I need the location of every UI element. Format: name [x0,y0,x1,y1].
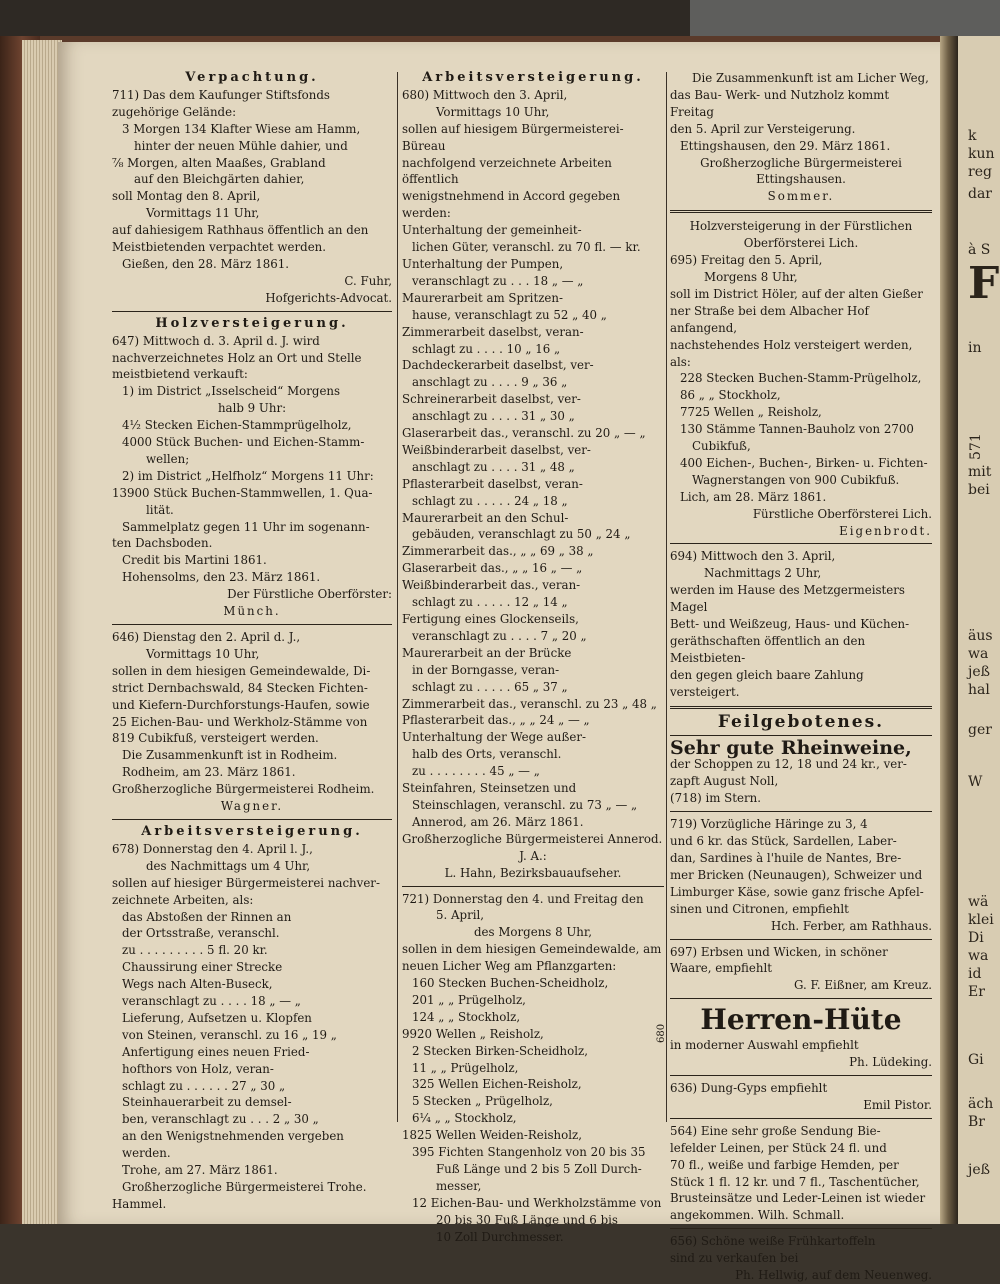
notice-line: sollen auf hiesigem Bürgermeisterei-Büreau [402,121,624,153]
notice-721-wood [402,891,664,1246]
adjacent-text: k [968,128,977,144]
notice-line: 1825 Wellen Weiden-Reisholz, [402,1128,582,1143]
notice-line: soll Montag den 8. April, [112,189,261,204]
column-3 [656,70,932,1284]
notice-line: ⅞ Morgen, alten Maaßes, Grabland [112,155,326,170]
notice-line: ner Straße bei dem Albacher Hof anfangend, [670,303,869,335]
adjacent-text: id [968,966,982,982]
notice-line: Vormittags 11 Uhr, [146,206,260,221]
notice-line: den 5. April zur Versteigerung. [670,121,856,136]
notice-line: das Bau- Werk- und Nutzholz kommt Freitag [670,87,890,119]
notice-line: wenigstnehmend in Accord gegeben werden: [402,189,621,221]
notice-line: Trohe, am 27. März 1861. [122,1163,278,1178]
adjacent-text: W [968,774,983,790]
adjacent-text: wa [968,646,989,662]
notice-signature: Großherzogliche Bürgermeisterei Annerod. [402,831,663,846]
notice-line: Fertigung eines Glockenseils, [402,612,579,626]
notice-line: 6¼ „ „ Stockholz, [412,1111,517,1126]
adjacent-text: bei [968,482,990,498]
notice-line: ben, veranschlagt zu . . . 2 „ 30 „ [122,1112,319,1127]
adjacent-text: klei [968,912,994,928]
adjacent-text: Er [968,984,985,1000]
notice-line: Unterhaltung der Pumpen, [402,256,564,271]
adjacent-text: äch [968,1096,994,1112]
notice-line: 711) Das dem Kaufunger Stiftsfonds [112,87,330,102]
notice-line: veranschlagt zu . . . 18 „ — „ [412,273,584,288]
notice-line: 5 Stecken „ Prügelholz, [412,1094,553,1109]
notice-line: hofthors von Holz, veran- [122,1061,274,1076]
notice-line: Steinfahren, Steinsetzen und [402,781,577,796]
notice-line: Credit bis Martini 1861. [122,553,267,568]
section-rule [670,1118,932,1119]
notice-line: anschlagt zu . . . . 9 „ 36 „ [412,375,568,390]
notice-line: 678) Donnerstag den 4. April l. J., [112,841,313,856]
adjacent-text: reg [968,164,992,180]
notice-line: Lieferung, Aufsetzen u. Klopfen [122,1010,312,1025]
notice-line: 124 „ „ Stockholz, [412,1009,521,1024]
notice-line: Gießen, den 28. März 1861. [122,256,290,271]
ad-number: 680 [656,1024,667,1044]
notice-line: 3 Morgen 134 Klafter Wiese am Hamm, [122,121,361,136]
notice-line: 70 fl., weiße und farbige Hemden, per [670,1157,899,1172]
notice-line: in moderner Auswahl empfiehlt [670,1038,859,1053]
notice-line: 4½ Stecken Eichen-Stammprügelholz, [122,418,352,433]
notice-line: Wagnerstangen von 900 Cubikfuß. [692,472,900,487]
adjacent-text: Gi [968,1052,984,1068]
notice-line: dan, Sardines à l'huile de Nantes, Bre- [670,850,902,865]
notice-line: Wegs nach Alten-Buseck, [122,977,273,992]
notice-line: neuen Licher Weg am Pflanzgarten: [402,959,617,974]
notice-line: Waare, empfiehlt [670,961,772,976]
notice-heading: Holzversteigerung in der Fürstlichen [689,219,913,234]
notice-line: lefelder Leinen, per Stück 24 fl. und [670,1140,887,1155]
notice-line: schlagt zu . . . . . 65 „ 37 „ [412,679,568,694]
notice-line: Weißbinderarbeit daselbst, ver- [402,442,591,457]
column-2 [402,70,664,1246]
notice-line: auf dahiesigem Rathhaus öffentlich an den [112,223,369,238]
section-rule [670,706,932,709]
notice-line: werden im Hause des Metzgermeisters Magel [670,583,905,615]
notice-line: Glaserarbeit das., veranschl. zu 20 „ — „ [402,426,646,441]
notice-line: sollen in dem hiesigen Gemeindewalde, Di- [112,663,371,678]
notice-line: Dachdeckerarbeit daselbst, ver- [402,358,594,373]
notice-line: Anfertigung eines neuen Fried- [122,1044,310,1059]
adjacent-text: F [968,258,1000,309]
notice-line: angekommen. Wilh. Schmall. [670,1208,845,1223]
notice-signature: Wagner. [220,799,284,814]
notice-line: Sammelplatz gegen 11 Uhr im sogenann- [122,519,370,534]
notice-line: halb 9 Uhr: [217,401,287,416]
notice-line: Fuß Länge und 2 bis 5 Zoll Durch- [436,1162,642,1176]
adjacent-text: hal [968,682,990,698]
notice-line: in der Borngasse, veran- [412,662,560,677]
notice-line: ten Dachsboden. [112,536,213,551]
notice-line: Lich, am 28. März 1861. [680,489,827,504]
notice-line: 10 Zoll Durchmesser. [436,1229,564,1244]
column-rule [666,72,667,1122]
notice-line: Zimmerarbeit daselbst, veran- [402,324,584,339]
notice-line: 721) Donnerstag den 4. und Freitag den [402,891,644,906]
notice-line: anschlagt zu . . . . 31 „ 48 „ [412,459,575,474]
section-heading: Feilgebotenes. [717,711,885,732]
notice-680-works-auction [402,70,664,882]
notice-646 [112,629,392,815]
section-rule [670,210,932,213]
notice-line: zu . . . . . . . . . 5 fl. 20 kr. [122,943,268,958]
notice-line: sollen auf hiesiger Bürgermeisterei nachver- [112,875,380,890]
notice-line: von Steinen, veranschl. zu 16 „ 19 „ [122,1027,337,1042]
notice-line: soll im District Höler, auf der alten Gießer [670,286,923,301]
notice-line: Brusteinsätze und Leder-Leinen ist wieder [670,1191,926,1206]
notice-line: 697) Erbsen und Wicken, in schöner [670,944,888,959]
notice-line: 680) Mittwoch den 3. April, [402,87,568,102]
notice-line: 5. April, [436,908,485,923]
notice-line: 1) im District „Isselscheid“ Morgens [122,384,341,399]
notice-line: strict Dernbachswald, 84 Stecken Fichten- [112,680,368,695]
notice-line: Bett- und Weißzeug, Haus- und Küchen- [670,617,910,632]
notice-line: 719) Vorzügliche Häringe zu 3, 4 [670,817,868,832]
notice-line: halb des Orts, veranschl. [412,747,562,762]
notice-line: 160 Stecken Buchen-Scheidholz, [412,976,609,991]
adjacent-text: Br [968,1114,985,1130]
notice-line: 694) Mittwoch den 3. April, [670,549,836,564]
notice-line: Hammel. [112,1196,167,1211]
notice-heading: Oberförsterei Lich. [743,236,859,251]
notice-line: Steinhauerarbeit zu demsel- [122,1095,292,1110]
notice-line: Limburger Käse, sowie ganz frische Apfel- [670,884,924,899]
ad-headline: Herren-Hüte [700,1003,902,1037]
adjacent-page-fragment [958,36,1000,1224]
notice-line: (718) im Stern. [670,791,761,806]
adjacent-text: kun [968,146,995,162]
notice-signature: Hofgerichts-Advocat. [265,290,392,305]
notice-line: hause, veranschlagt zu 52 „ 40 „ [412,307,607,322]
notice-line: 7725 Wellen „ Reisholz, [680,405,822,420]
notice-line: sollen in dem hiesigen Gemeindewalde, am [402,942,662,957]
notice-line: 201 „ „ Prügelholz, [412,992,526,1007]
notice-line: anschlagt zu . . . . 31 „ 30 „ [412,409,575,424]
notice-line: 695) Freitag den 5. April, [670,253,823,268]
notice-line: wellen; [146,451,190,466]
adjacent-text: in [968,340,982,356]
notice-line: Annerod, am 26. März 1861. [412,814,584,829]
notice-line: Großherzogliche Bürgermeisterei Trohe. [122,1180,367,1194]
section-rule [112,624,392,625]
notice-line: Pflasterarbeit daselbst, veran- [402,476,583,491]
adjacent-text: 571 [968,433,984,460]
adjacent-text: Di [968,930,984,946]
notice-line: geräthschaften öffentlich an den Meistbieten- [670,634,866,665]
notice-line: 20 bis 30 Fuß Länge und 6 bis [436,1212,618,1227]
notice-line: der Ortsstraße, veranschl. [122,926,280,941]
notice-line: 2 Stecken Birken-Scheidholz, [412,1043,588,1058]
notice-line: lichen Güter, veranschl. zu 70 fl. — kr. [412,240,641,255]
notice-line: Schreinerarbeit daselbst, ver- [402,392,581,407]
section-rule [670,1228,932,1229]
notice-line: Nachmittags 2 Uhr, [704,566,822,581]
notice-line: 130 Stämme Tannen-Bauholz von 2700 [680,422,914,437]
section-rule [112,311,392,312]
notice-line: 9920 Wellen „ Reisholz, [402,1026,544,1041]
notice-signature: Fürstliche Oberförsterei Lich. [752,506,932,521]
ad-headline: Sehr gute Rheinweine, [670,736,912,759]
adjacent-text: ger [968,722,992,738]
adjacent-text: jeß [968,664,990,680]
notice-line: 647) Mittwoch d. 3. April d. J. wird [112,333,320,348]
notice-line: Zimmerarbeit das., „ „ 69 „ 38 „ [402,544,594,559]
notice-line: an den Wenigstnehmenden vergeben werden. [122,1129,344,1161]
notice-line: 12 Eichen-Bau- und Werkholzstämme von [412,1195,662,1210]
notice-line: der Schoppen zu 12, 18 und 24 kr., ver- [670,757,907,772]
adjacent-text: dar [968,186,993,202]
column-1 [112,70,392,1213]
notice-line: hinter der neuen Mühle dahier, und [134,138,348,153]
notice-line: auf den Bleichgärten dahier, [134,172,305,187]
notice-signature: Hch. Ferber, am Rathhaus. [770,918,932,933]
notice-signature: Münch. [223,604,281,619]
notice-signature: Großherzogliche Bürgermeisterei Rodheim. [112,782,375,797]
notice-647-wood-auction [112,316,392,620]
adjacent-text: jeß [968,1162,990,1178]
notice-line: und 6 kr. das Stück, Sardellen, Laber- [670,834,897,849]
notice-line: Hohensolms, den 23. März 1861. [122,570,321,585]
notice-line: das Abstoßen der Rinnen an [122,909,292,924]
notice-line: Die Zusammenkunft ist am Licher Weg, [692,71,929,85]
book-gutter [940,36,958,1224]
notice-line: nachfolgend verzeichnete Arbeiten öffentlich [402,155,612,187]
notice-line: 564) Eine sehr große Sendung Bie- [670,1123,881,1138]
notice-line: 819 Cubikfuß, versteigert werden. [112,731,319,746]
notice-line: Unterhaltung der gemeinheit- [402,223,582,238]
notice-line: 2) im District „Helfholz“ Morgens 11 Uhr: [122,468,374,483]
notice-695-wood-lich [670,218,932,539]
notice-line: 228 Stecken Buchen-Stamm-Prügelholz, [680,371,922,386]
notice-line: Unterhaltung der Wege außer- [402,730,587,745]
notice-line: Glaserarbeit das., „ „ 16 „ — „ [402,561,583,576]
notice-line: meistbietend verkauft: [112,367,248,382]
notice-line: zeichnete Arbeiten, als: [112,892,254,907]
notice-signature: Der Fürstliche Oberförster: [227,587,392,602]
notice-line: 646) Dienstag den 2. April d. J., [112,630,301,644]
notice-line: Zimmerarbeit das., veranschl. zu 23 „ 48 „ [402,696,657,711]
notice-heading: Verpachtung. [185,70,319,85]
notice-line: 395 Fichten Stangenholz von 20 bis 35 [412,1145,646,1160]
section-for-sale [656,711,932,1284]
notice-signature: Großherzogliche Bürgermeisterei [700,155,902,170]
adjacent-text: à S [968,242,991,258]
notice-line: Meistbietenden verpachtet werden. [112,240,327,255]
notice-line: 25 Eichen-Bau- und Werkholz-Stämme von [112,714,368,729]
section-rule [670,811,932,812]
notice-line: zu . . . . . . . . 45 „ — „ [412,764,540,779]
notice-line: des Morgens 8 Uhr, [474,925,592,940]
notice-line: Pflasterarbeit das., „ „ 24 „ — „ [402,713,590,728]
notice-line: Maurerarbeit am Spritzen- [402,290,563,305]
section-rule [670,543,932,544]
notice-line: sind zu verkaufen bei [670,1251,799,1266]
book-cover-top [0,0,1000,36]
notice-line: 13900 Stück Buchen-Stammwellen, 1. Qua- [112,485,373,500]
cover-corner [690,0,1000,36]
notice-signature: C. Fuhr, [344,273,392,288]
notice-line: Maurerarbeit an der Brücke [402,645,572,660]
notice-line: veranschlagt zu . . . . 18 „ — „ [122,994,301,1009]
notice-line: des Nachmittags um 4 Uhr, [146,858,311,873]
notice-signature: J. A.: [519,848,547,863]
notice-signature: Emil Pistor. [863,1097,932,1112]
notice-line: 4000 Stück Buchen- und Eichen-Stamm- [122,435,365,450]
notice-line: Maurerarbeit an den Schul- [402,510,569,525]
notice-line: 325 Wellen Eichen-Reisholz, [412,1077,582,1092]
notice-694-household [670,548,932,700]
section-rule [402,886,664,887]
notice-line: schlagt zu . . . . . 24 „ 18 „ [412,493,568,508]
notice-line: Ettingshausen, den 29. März 1861. [680,138,891,153]
notice-line: 636) Dung-Gyps empfiehlt [670,1081,828,1096]
adjacent-text: äus [968,628,993,644]
notice-711-lease [112,70,392,307]
notice-line: 11 „ „ Prügelholz, [412,1060,519,1075]
notice-line: Vormittags 10 Uhr, [436,104,550,119]
notice-line: Stück 1 fl. 12 kr. und 7 fl., Taschentücher, [670,1174,920,1189]
notice-line: 86 „ „ Stockholz, [680,388,781,403]
section-rule [670,939,932,940]
notice-line: schlagt zu . . . . . 12 „ 14 „ [412,595,568,610]
notice-line: Vormittags 10 Uhr, [146,646,260,661]
notice-line: und Kiefern-Durchforstungs-Haufen, sowie [112,697,370,712]
notice-signature: Ph. Hellwig, auf dem Neuenweg. [735,1268,932,1283]
notice-line: Steinschlagen, veranschl. zu 73 „ — „ [412,797,638,812]
notice-heading: Arbeitsversteigerung. [422,70,644,85]
notice-line: zapft August Noll, [670,774,779,789]
notice-signature: G. F. Eißner, am Kreuz. [793,978,932,993]
section-rule [670,1075,932,1076]
hats-ad [656,1003,932,1071]
notice-line: Chaussirung einer Strecke [122,960,283,975]
notice-line: Die Zusammenkunft ist in Rodheim. [122,748,338,763]
notice-line: Cubikfuß, [692,439,751,454]
notice-line: Morgens 8 Uhr, [704,269,798,284]
section-rule [112,819,392,820]
notice-line: schlagt zu . . . . . . 27 „ 30 „ [122,1078,286,1093]
notice-signature: Eigenbrodt. [839,523,932,538]
notice-line: nachstehendes Holz versteigert werden, als: [670,337,913,369]
notice-signature: L. Hahn, Bezirksbauaufseher. [444,865,622,880]
notice-line: Weißbinderarbeit das., veran- [402,578,581,593]
notice-ettingshausen [670,70,932,205]
notice-signature: Ettingshausen. [756,172,846,187]
notice-line: gebäuden, veranschlagt zu 50 „ 24 „ [412,527,631,542]
notice-line: messer, [436,1178,482,1193]
notice-line: lität. [146,502,174,517]
notice-heading: Holzversteigerung. [155,315,349,331]
page-edges [22,40,62,1224]
notice-heading: Arbeitsversteigerung. [141,823,363,839]
notice-line: 400 Eichen-, Buchen-, Birken- u. Fichten- [680,455,928,470]
notice-line: zugehörige Gelände: [112,104,237,119]
adjacent-text: mit [968,464,992,480]
section-rule [670,998,932,999]
notice-line: den gegen gleich baare Zahlung versteigert. [670,667,864,699]
notice-678-works-auction [112,824,392,1213]
notice-line: sinen und Citronen, empfiehlt [670,901,849,916]
notice-line: Rodheim, am 23. März 1861. [122,765,296,780]
notice-line: nachverzeichnetes Holz an Ort und Stelle [112,350,362,365]
notice-signature: Ph. Lüdeking. [849,1055,932,1070]
notice-line: schlagt zu . . . . 10 „ 16 „ [412,341,561,356]
notice-line: mer Bricken (Neunaugen), Schweizer und [670,867,923,882]
adjacent-text: wa [968,948,989,964]
column-rule [397,72,398,1122]
notice-line: 656) Schöne weiße Frühkartoffeln [670,1234,876,1249]
notice-line: veranschlagt zu . . . . 7 „ 20 „ [412,628,587,643]
notice-signature: Sommer. [767,189,835,204]
section-rule [670,735,932,736]
adjacent-text: wä [968,894,989,910]
